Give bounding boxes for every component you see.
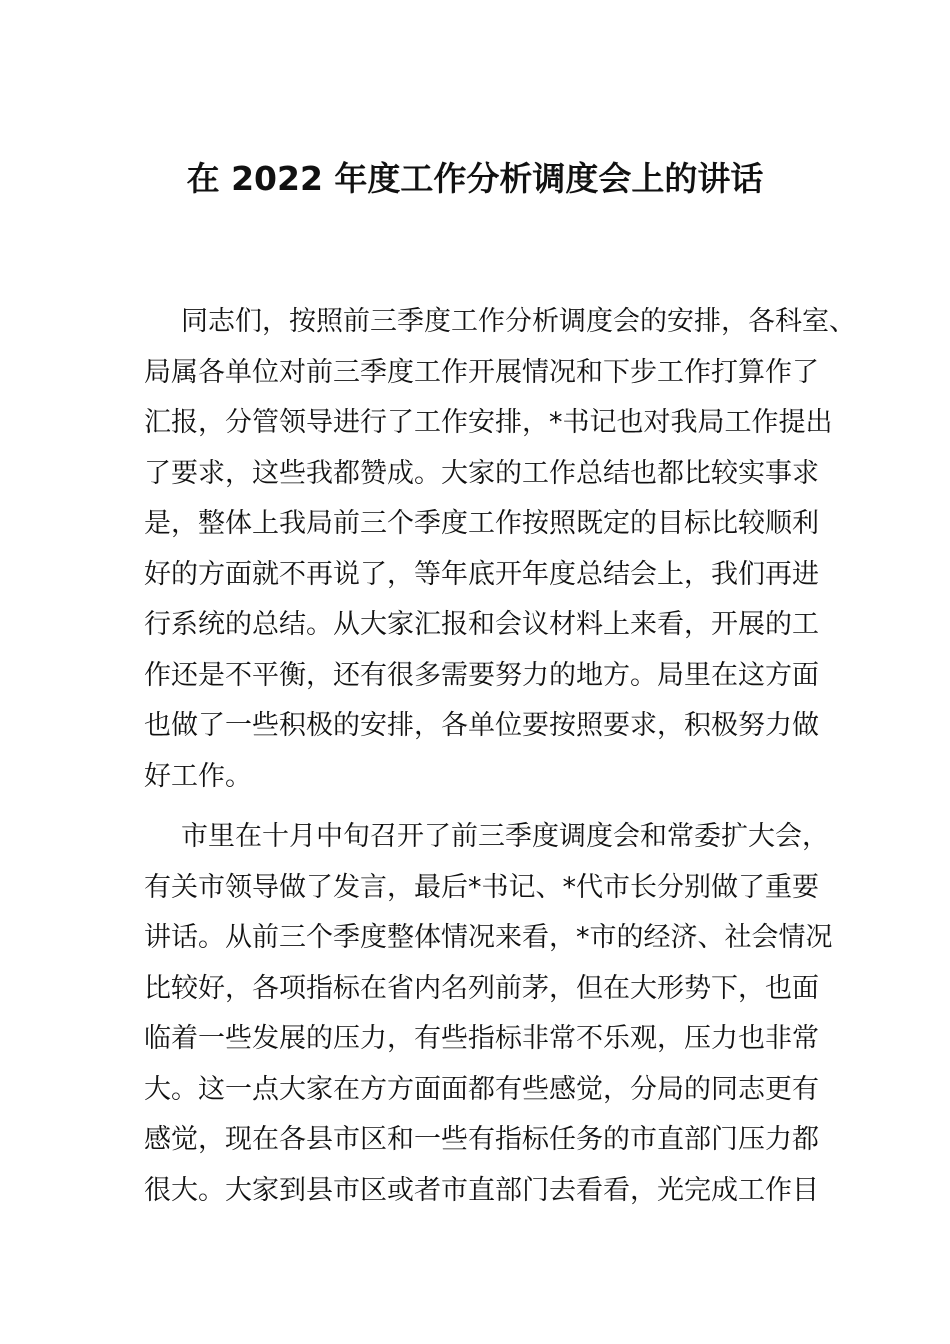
text-line: 行系统的总结。从大家汇报和会议材料上来看，开展的工 <box>144 609 819 640</box>
document-body <box>144 297 856 1226</box>
text-line: 是，整体上我局前三个季度工作按照既定的目标比较顺利 <box>144 508 819 539</box>
paragraph-2 <box>144 812 833 1216</box>
text-line: 汇报，分管领导进行了工作安排，*书记也对我局工作提出 <box>144 407 833 438</box>
text-line: 讲话。从前三个季度整体情况来看，*市的经济、社会情况 <box>144 922 833 953</box>
text-line: 市里在十月中旬召开了前三季度调度会和常委扩大会， <box>181 821 829 852</box>
text-line: 比较好，各项指标在省内名列前茅，但在大形势下，也面 <box>144 972 819 1004</box>
text-line: 临着一些发展的压力，有些指标非常不乐观，压力也非常 <box>144 1023 819 1054</box>
text-line: 也做了一些积极的安排，各单位要按照要求，积极努力做 <box>144 710 819 741</box>
text-line: 作还是不平衡，还有很多需要努力的地方。局里在这方面 <box>144 659 819 691</box>
text-line: 感觉，现在各县市区和一些有指标任务的市直部门压力都 <box>144 1124 819 1155</box>
text-line: 大。这一点大家在方方面面都有些感觉，分局的同志更有 <box>144 1073 819 1105</box>
text-line: 好的方面就不再说了，等年底开年度总结会上，我们再进 <box>144 558 819 590</box>
document-title: 在 2022 年度工作分析调度会上的讲话 <box>186 159 764 198</box>
text-line: 同志们，按照前三季度工作分析调度会的安排，各科室、 <box>181 306 856 337</box>
text-line: 了要求，这些我都赞成。大家的工作总结也都比较实事求 <box>144 457 819 489</box>
text-line: 很大。大家到县市区或者市直部门去看看，光完成工作目 <box>144 1174 819 1206</box>
text-line: 有关市领导做了发言，最后*书记、*代市长分别做了重要 <box>144 871 819 903</box>
paragraph-1 <box>144 297 856 802</box>
text-line: 好工作。 <box>144 760 252 792</box>
text-line: 局属各单位对前三季度工作开展情况和下步工作打算作了 <box>144 356 819 388</box>
